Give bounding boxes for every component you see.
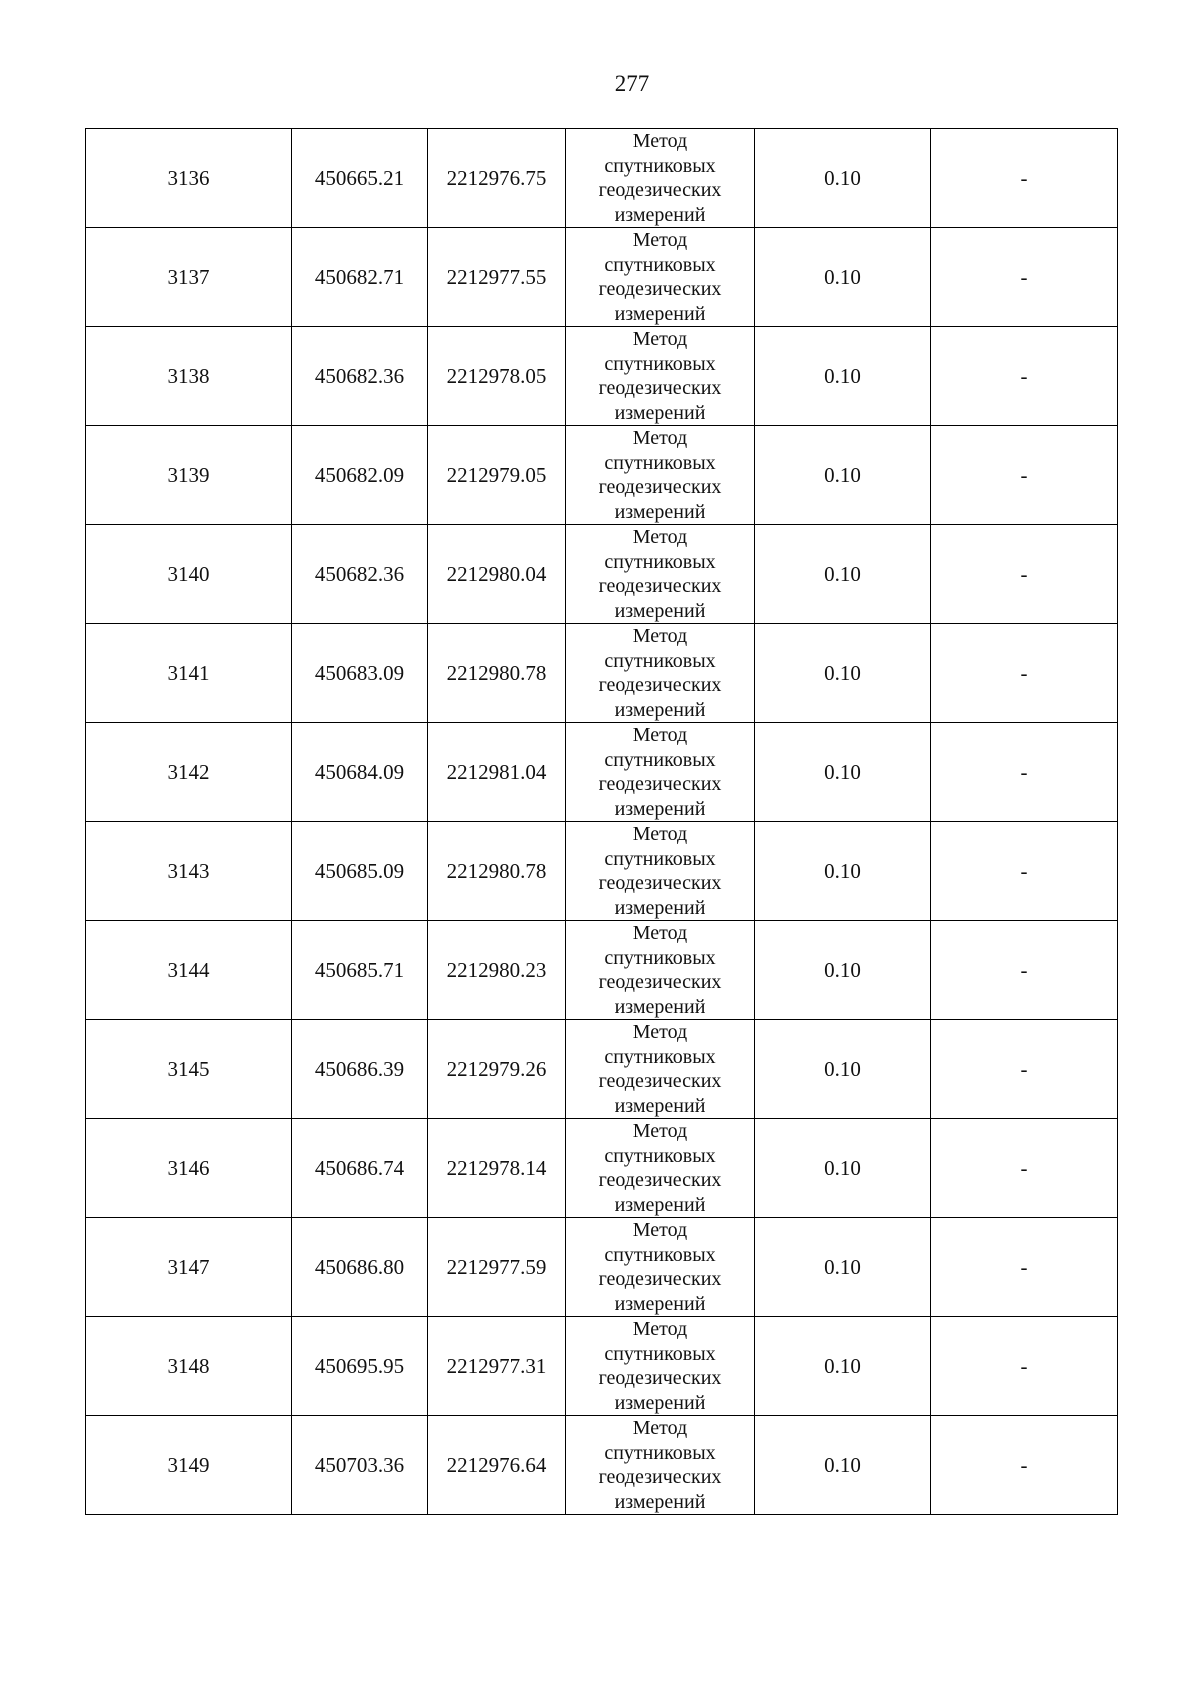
method-cell xyxy=(566,1416,755,1515)
point-number-cell: 3146 xyxy=(86,1119,292,1218)
point-number-cell: 3140 xyxy=(86,525,292,624)
x-coordinate-cell: 450683.09 xyxy=(292,624,428,723)
x-coordinate-cell: 450682.36 xyxy=(292,327,428,426)
y-coordinate-cell: 2212981.04 xyxy=(428,723,566,822)
note-cell: - xyxy=(931,822,1118,921)
accuracy-cell: 0.10 xyxy=(755,129,931,228)
accuracy-cell: 0.10 xyxy=(755,327,931,426)
table-row xyxy=(86,228,1118,327)
method-text-line: спутниковых xyxy=(604,1342,716,1365)
method-text-line: Метод xyxy=(632,328,688,350)
accuracy-cell: 0.10 xyxy=(755,723,931,822)
method-text-line: геодезических xyxy=(598,377,722,399)
method-text-line: спутниковых xyxy=(604,154,716,177)
table-row xyxy=(86,1218,1118,1317)
method-text-line: спутниковых xyxy=(604,847,716,870)
method-text-line: спутниковых xyxy=(604,649,716,672)
x-coordinate-cell: 450682.09 xyxy=(292,426,428,525)
method-text-line: измерений xyxy=(614,599,706,622)
method-text-line: измерений xyxy=(614,1490,706,1513)
method-text-line: Метод xyxy=(632,625,688,647)
point-number-cell: 3137 xyxy=(86,228,292,327)
method-text-line: Метод xyxy=(632,1021,688,1043)
note-cell: - xyxy=(931,624,1118,723)
point-number-cell: 3145 xyxy=(86,1020,292,1119)
x-coordinate-cell: 450686.74 xyxy=(292,1119,428,1218)
method-text-line: геодезических xyxy=(598,1466,722,1488)
accuracy-cell: 0.10 xyxy=(755,525,931,624)
point-number-cell: 3141 xyxy=(86,624,292,723)
y-coordinate-cell: 2212980.23 xyxy=(428,921,566,1020)
y-coordinate-cell: 2212976.64 xyxy=(428,1416,566,1515)
point-number-cell: 3147 xyxy=(86,1218,292,1317)
y-coordinate-cell: 2212980.78 xyxy=(428,822,566,921)
method-text-line: геодезических xyxy=(598,971,722,993)
method-text-line: измерений xyxy=(614,995,706,1018)
note-cell: - xyxy=(931,1317,1118,1416)
table-row xyxy=(86,1020,1118,1119)
point-number-cell: 3139 xyxy=(86,426,292,525)
method-text-line: измерений xyxy=(614,896,706,919)
method-text-line: Метод xyxy=(632,823,688,845)
method-text-line: спутниковых xyxy=(604,946,716,969)
method-text-line: измерений xyxy=(614,401,706,424)
note-cell: - xyxy=(931,1416,1118,1515)
x-coordinate-cell: 450682.71 xyxy=(292,228,428,327)
method-cell xyxy=(566,327,755,426)
note-cell: - xyxy=(931,228,1118,327)
method-cell xyxy=(566,921,755,1020)
method-text-line: Метод xyxy=(632,1318,688,1340)
method-text-line: геодезических xyxy=(598,179,722,201)
coordinates-table xyxy=(85,128,1118,1515)
y-coordinate-cell: 2212978.14 xyxy=(428,1119,566,1218)
y-coordinate-cell: 2212980.78 xyxy=(428,624,566,723)
page-number: 277 xyxy=(614,71,650,96)
table-row xyxy=(86,1416,1118,1515)
method-text-line: спутниковых xyxy=(604,352,716,375)
method-text-line: спутниковых xyxy=(604,1144,716,1167)
x-coordinate-cell: 450682.36 xyxy=(292,525,428,624)
accuracy-cell: 0.10 xyxy=(755,426,931,525)
method-text-line: измерений xyxy=(614,1094,706,1117)
note-cell: - xyxy=(931,1020,1118,1119)
method-text-line: Метод xyxy=(632,427,688,449)
method-text-line: геодезических xyxy=(598,674,722,696)
y-coordinate-cell: 2212977.55 xyxy=(428,228,566,327)
point-number-cell: 3138 xyxy=(86,327,292,426)
table-row xyxy=(86,426,1118,525)
method-text-line: Метод xyxy=(632,130,688,152)
note-cell: - xyxy=(931,1119,1118,1218)
method-text-line: спутниковых xyxy=(604,748,716,771)
note-cell: - xyxy=(931,723,1118,822)
method-text-line: Метод xyxy=(632,229,688,251)
y-coordinate-cell: 2212977.31 xyxy=(428,1317,566,1416)
method-text-line: спутниковых xyxy=(604,451,716,474)
method-cell xyxy=(566,228,755,327)
table-row xyxy=(86,624,1118,723)
x-coordinate-cell: 450685.09 xyxy=(292,822,428,921)
table-row xyxy=(86,525,1118,624)
y-coordinate-cell: 2212978.05 xyxy=(428,327,566,426)
method-text-line: Метод xyxy=(632,1417,688,1439)
accuracy-cell: 0.10 xyxy=(755,1416,931,1515)
x-coordinate-cell: 450684.09 xyxy=(292,723,428,822)
y-coordinate-cell: 2212979.05 xyxy=(428,426,566,525)
note-cell: - xyxy=(931,1218,1118,1317)
x-coordinate-cell: 450685.71 xyxy=(292,921,428,1020)
method-text-line: спутниковых xyxy=(604,1045,716,1068)
note-cell: - xyxy=(931,327,1118,426)
method-text-line: Метод xyxy=(632,526,688,548)
x-coordinate-cell: 450703.36 xyxy=(292,1416,428,1515)
method-text-line: измерений xyxy=(614,302,706,325)
method-text-line: геодезических xyxy=(598,278,722,300)
point-number-cell: 3148 xyxy=(86,1317,292,1416)
method-text-line: геодезических xyxy=(598,1367,722,1389)
table-body xyxy=(86,129,1118,1515)
y-coordinate-cell: 2212976.75 xyxy=(428,129,566,228)
method-cell xyxy=(566,723,755,822)
note-cell: - xyxy=(931,426,1118,525)
point-number-cell: 3136 xyxy=(86,129,292,228)
method-text-line: геодезических xyxy=(598,773,722,795)
method-text-line: измерений xyxy=(614,698,706,721)
table-row xyxy=(86,129,1118,228)
note-cell: - xyxy=(931,129,1118,228)
x-coordinate-cell: 450686.39 xyxy=(292,1020,428,1119)
accuracy-cell: 0.10 xyxy=(755,1020,931,1119)
x-coordinate-cell: 450686.80 xyxy=(292,1218,428,1317)
method-cell xyxy=(566,426,755,525)
method-text-line: Метод xyxy=(632,922,688,944)
method-text-line: измерений xyxy=(614,1193,706,1216)
point-number-cell: 3144 xyxy=(86,921,292,1020)
method-text-line: Метод xyxy=(632,724,688,746)
method-cell xyxy=(566,1218,755,1317)
accuracy-cell: 0.10 xyxy=(755,1317,931,1416)
method-text-line: измерений xyxy=(614,203,706,226)
y-coordinate-cell: 2212977.59 xyxy=(428,1218,566,1317)
method-cell xyxy=(566,525,755,624)
method-text-line: измерений xyxy=(614,1292,706,1315)
note-cell: - xyxy=(931,525,1118,624)
method-cell xyxy=(566,1119,755,1218)
method-text-line: Метод xyxy=(632,1219,688,1241)
table-row xyxy=(86,1317,1118,1416)
x-coordinate-cell: 450665.21 xyxy=(292,129,428,228)
table-row xyxy=(86,327,1118,426)
method-text-line: спутниковых xyxy=(604,1243,716,1266)
method-text-line: геодезических xyxy=(598,575,722,597)
method-cell xyxy=(566,1020,755,1119)
method-text-line: спутниковых xyxy=(604,1441,716,1464)
method-text-line: спутниковых xyxy=(604,253,716,276)
method-text-line: измерений xyxy=(614,1391,706,1414)
table-row xyxy=(86,723,1118,822)
accuracy-cell: 0.10 xyxy=(755,822,931,921)
method-cell xyxy=(566,822,755,921)
x-coordinate-cell: 450695.95 xyxy=(292,1317,428,1416)
method-text-line: спутниковых xyxy=(604,550,716,573)
accuracy-cell: 0.10 xyxy=(755,921,931,1020)
accuracy-cell: 0.10 xyxy=(755,624,931,723)
method-cell xyxy=(566,1317,755,1416)
table-row xyxy=(86,921,1118,1020)
y-coordinate-cell: 2212979.26 xyxy=(428,1020,566,1119)
point-number-cell: 3143 xyxy=(86,822,292,921)
method-text-line: измерений xyxy=(614,797,706,820)
method-text-line: геодезических xyxy=(598,1169,722,1191)
method-text-line: измерений xyxy=(614,500,706,523)
method-text-line: геодезических xyxy=(598,1268,722,1290)
method-cell xyxy=(566,129,755,228)
accuracy-cell: 0.10 xyxy=(755,228,931,327)
y-coordinate-cell: 2212980.04 xyxy=(428,525,566,624)
table-row xyxy=(86,822,1118,921)
point-number-cell: 3142 xyxy=(86,723,292,822)
method-cell xyxy=(566,624,755,723)
method-text-line: геодезических xyxy=(598,872,722,894)
note-cell: - xyxy=(931,921,1118,1020)
method-text-line: геодезических xyxy=(598,476,722,498)
method-text-line: геодезических xyxy=(598,1070,722,1092)
accuracy-cell: 0.10 xyxy=(755,1218,931,1317)
table-row xyxy=(86,1119,1118,1218)
point-number-cell: 3149 xyxy=(86,1416,292,1515)
accuracy-cell: 0.10 xyxy=(755,1119,931,1218)
method-text-line: Метод xyxy=(632,1120,688,1142)
